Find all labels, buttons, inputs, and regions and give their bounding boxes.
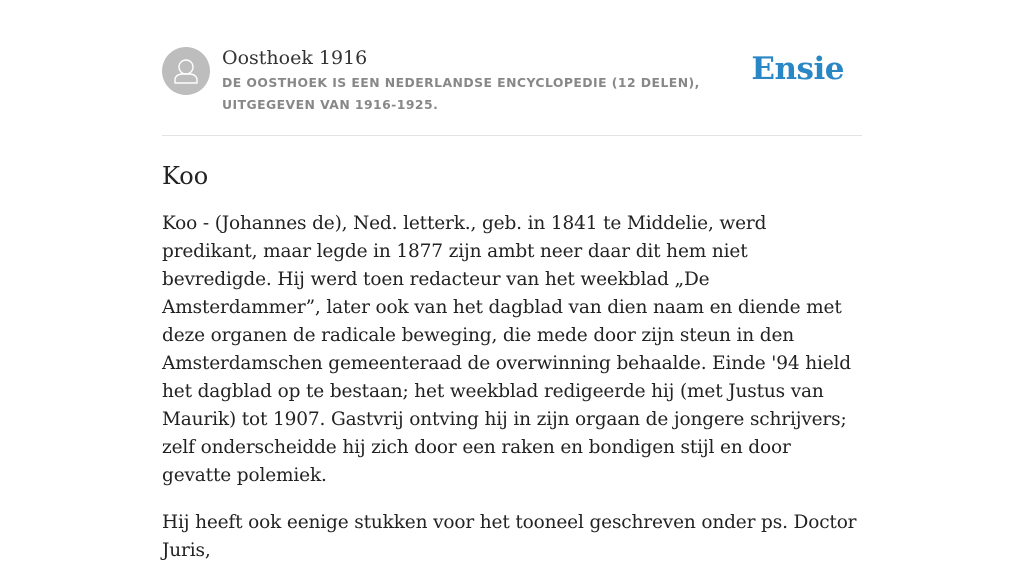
article-title: Koo	[162, 162, 209, 190]
user-placeholder-icon	[162, 47, 210, 95]
article-paragraph: Koo - (Johannes de), Ned. letterk., geb. in 1841 te Middelie, werd predikant, maar legde in 1877 zijn ambt neer daar dit hem niet bevredigde. Hij werd toen redacteur van het weekblad „De Amsterdammer”, later ook van het dagblad van dien naam en diende met deze organen de radicale beweging, die mede door zijn steun in den Amsterdamschen gemeenteraad de overwinning behaalde. Einde '94 hield het dagblad op te bestaan; het weekblad redigeerde hij (met Justus van Maurik) tot 1907. Gastvrij ontving hij in zijn orgaan de jongere schrijvers; zelf onderscheidde hij zich door een raken en bondigen stijl en door gevatte polemiek.	[162, 213, 851, 486]
source-title[interactable]: Oosthoek 1916	[222, 47, 368, 69]
source-header	[162, 0, 862, 136]
content-container	[162, 0, 862, 565]
ensie-logo[interactable]: Ensie	[751, 51, 844, 87]
source-description: DE OOSTHOEK IS EEN NEDERLANDSE ENCYCLOPEDIE (12 DELEN), UITGEGEVEN VAN 1916-1925.	[222, 75, 700, 112]
article-paragraph: Hij heeft ook eenige stukken voor het tooneel geschreven onder ps. Doctor Juris,	[162, 512, 857, 561]
source-avatar[interactable]	[162, 47, 210, 95]
